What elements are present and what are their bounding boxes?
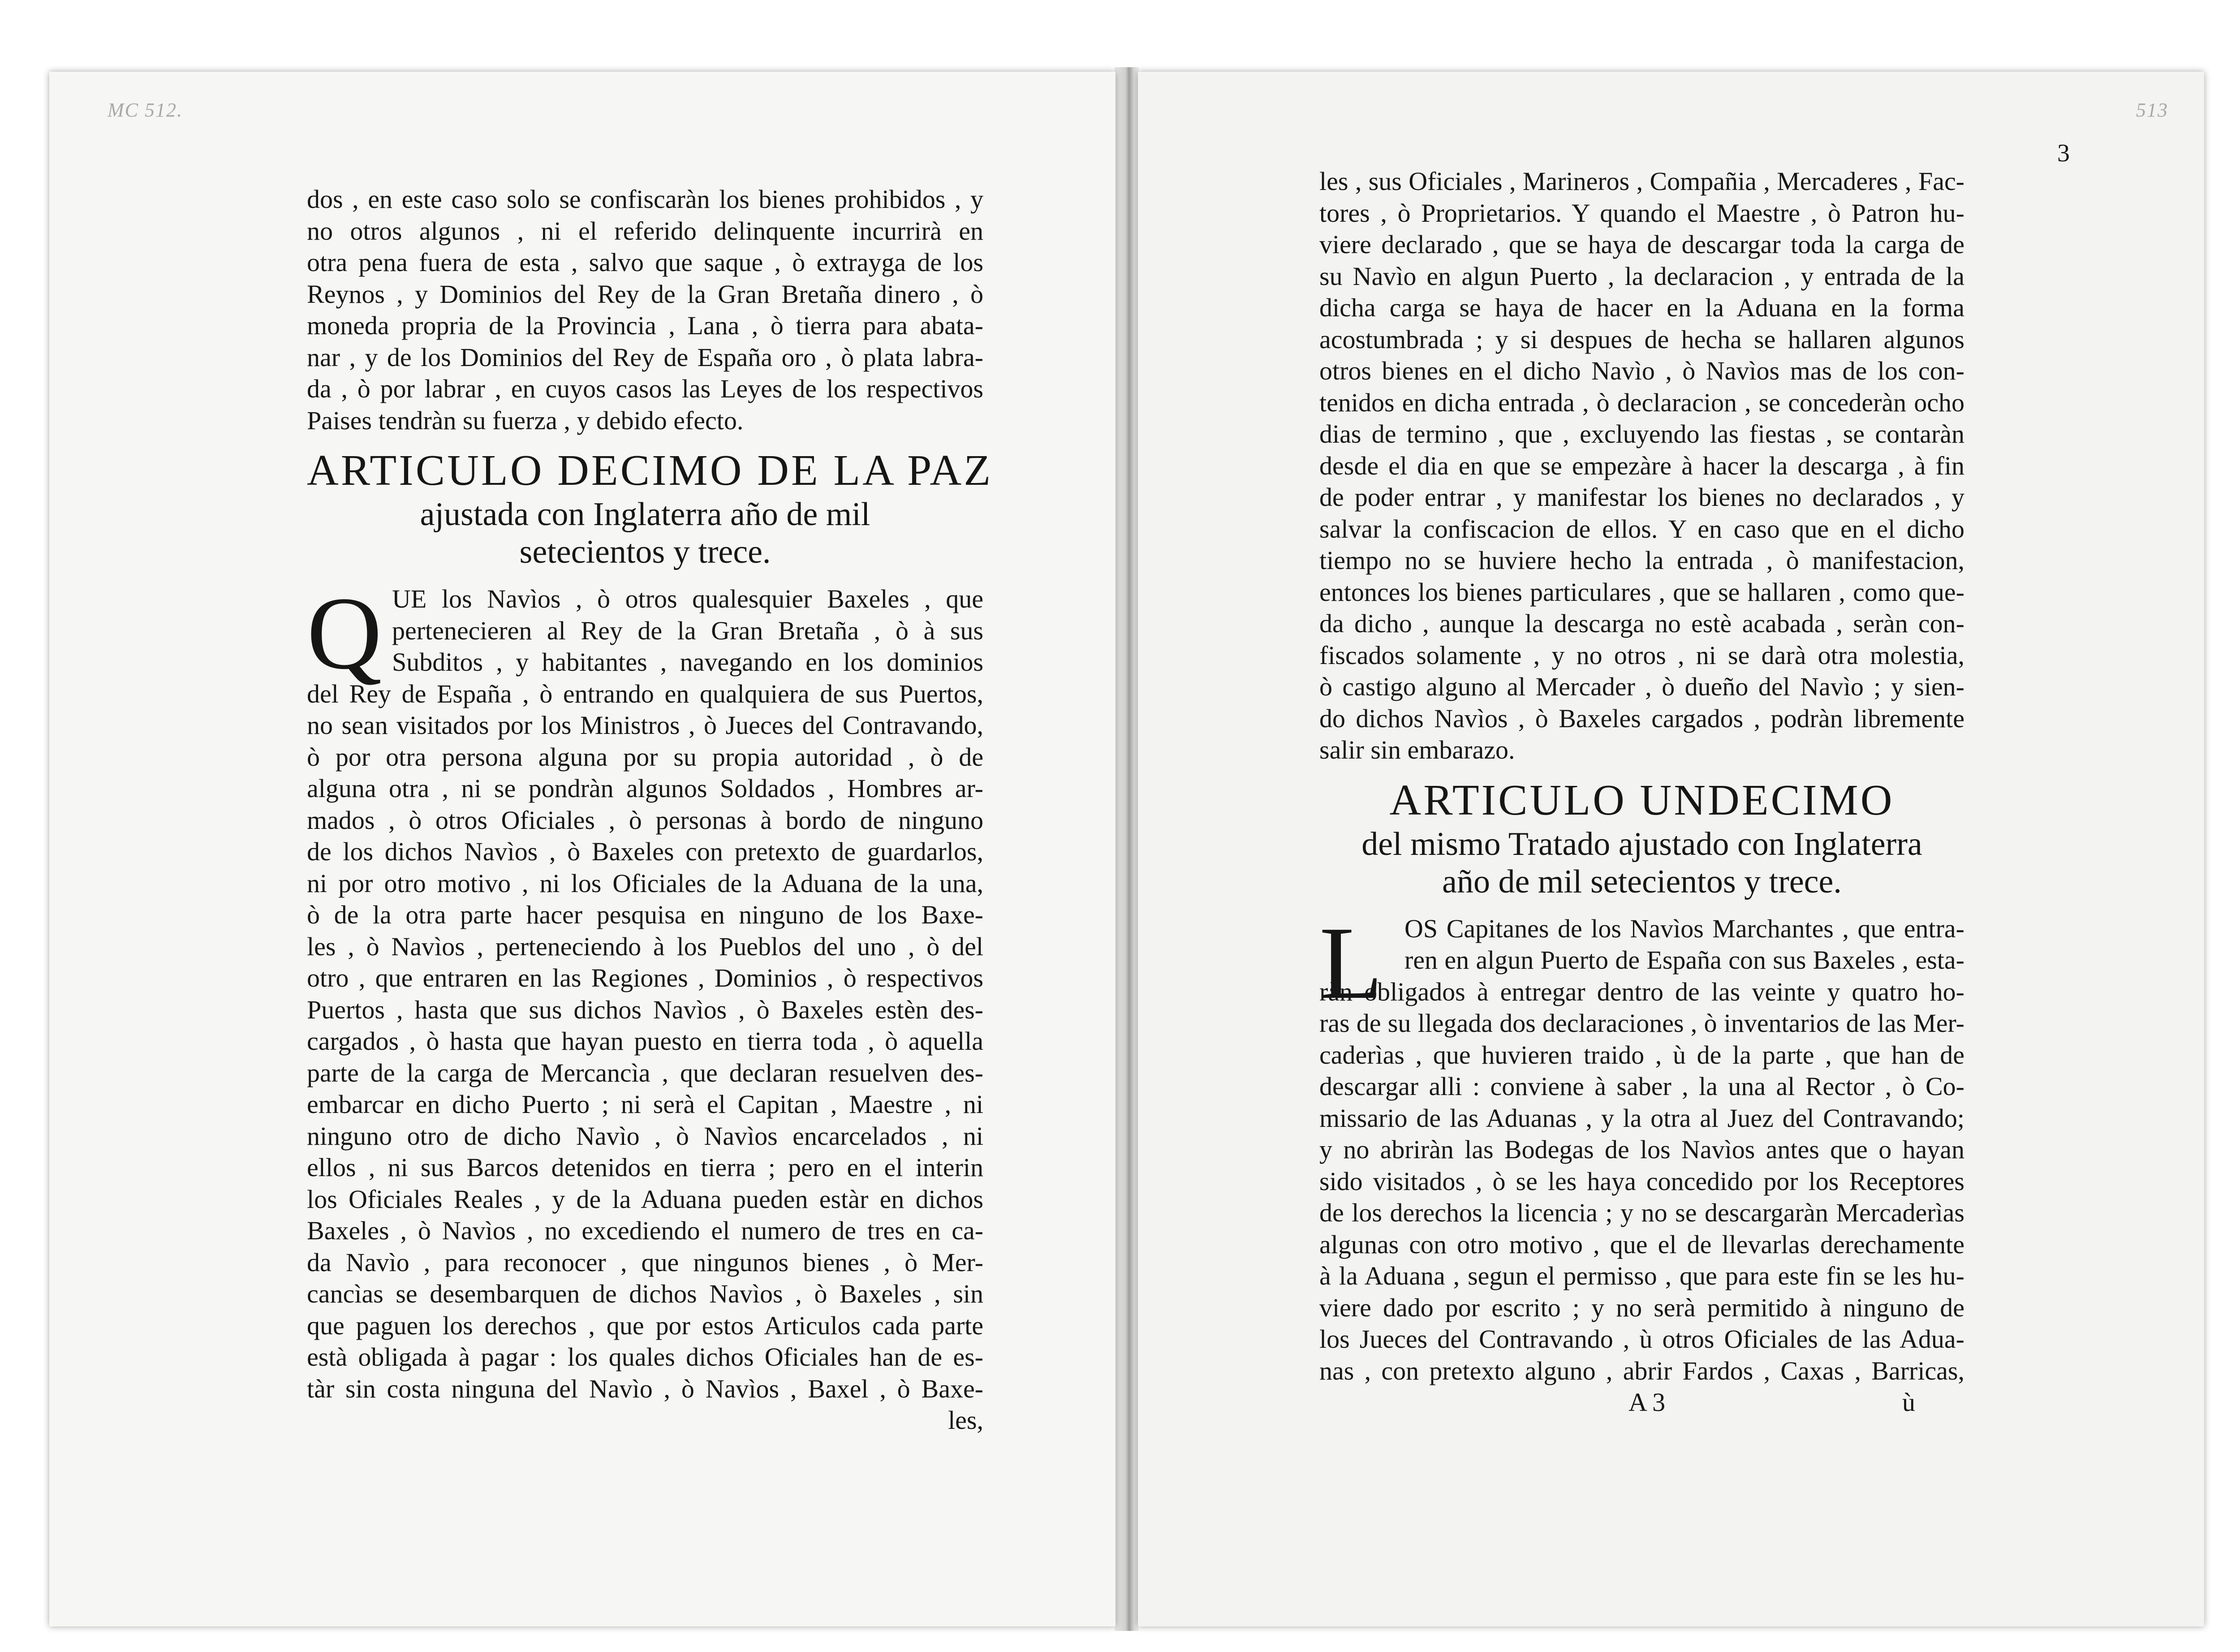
text-line: fiscados solamente , y no otros , ni se darà otra molestia,: [1319, 640, 1964, 670]
article-subtitle-line: año de mil setecientos y trece.: [1442, 863, 1842, 900]
text-line: tores , ò Proprietarios. Y quando el Maestre , ò Patron hu-: [1319, 198, 1964, 228]
text-line: ren en algun Puerto de España con sus Baxeles , esta-: [1404, 945, 1964, 975]
folio-number: MC 512.: [108, 99, 183, 121]
text-line: ras de su llegada dos declaraciones , ò inventarios de las Mer-: [1319, 1009, 1964, 1038]
text-line: Paises tendràn su fuerza , y debido efecto.: [307, 405, 744, 435]
paragraph-continued: [307, 184, 983, 436]
text-line: pertenecieren al Rey de la Gran Bretaña , ò à sus: [392, 616, 983, 645]
text-line: viere dado por escrito ; y no serà permitido à ninguno de: [1319, 1293, 1964, 1322]
page-footer: [1319, 1387, 1964, 1419]
text-line: à la Aduana , segun el permisso , que para este fin se les hu-: [1319, 1261, 1964, 1290]
text-line: los Oficiales Reales , y de la Aduana pueden estàr en dichos: [307, 1184, 983, 1214]
catchword: ù: [1902, 1388, 1915, 1417]
text-line: ò castigo alguno al Mercader , ò dueño del Navìo ; y sien-: [1319, 672, 1964, 701]
text-line: ellos , ni sus Barcos detenidos en tierra ; pero en el interin: [307, 1153, 983, 1182]
text-line: acostumbrada ; y si despues de hecha se hallaren algunos: [1319, 324, 1964, 354]
text-line: mados , ò otros Oficiales , ò personas à bordo de ninguno: [307, 805, 983, 835]
text-line: OS Capitanes de los Navìos Marchantes , que entra-: [1404, 914, 1964, 943]
text-line: salir sin embarazo.: [1319, 735, 1515, 764]
folio-number: 513: [2136, 99, 2168, 121]
text-line: tàr sin costa ninguna del Navìo , ò Navìos , Baxel , ò Baxe-: [307, 1374, 983, 1403]
text-line: da dicho , aunque la descarga no estè acabada , seràn con-: [1319, 609, 1964, 638]
text-line: les , ò Navìos , perteneciendo à los Pueblos del uno , ò del: [307, 932, 983, 961]
paragraph-continued: [1319, 166, 1964, 766]
signature-mark: A 3: [1628, 1388, 1666, 1417]
article-subtitle-line: ajustada con Inglaterra año de mil: [420, 496, 870, 533]
text-line: entonces los bienes particulares , que se hallaren , como que-: [1319, 577, 1964, 607]
article-subtitle-line: del mismo Tratado ajustado con Inglaterra: [1361, 825, 1922, 863]
text-line: embarcar en dicho Puerto ; ni serà el Capitan , Maestre , ni: [307, 1090, 983, 1119]
text-line: nar , y de los Dominios del Rey de España oro , ò plata labra-: [307, 342, 983, 372]
article-title: ARTICULO UNDECIMO: [1389, 776, 1895, 824]
right-text-column: [1319, 166, 1964, 1419]
text-line: cancìas se desembarquen de dichos Navìos , ò Baxeles , sin: [307, 1279, 983, 1308]
text-line: los Jueces del Contravando , ù otros Oficiales de las Adua-: [1319, 1324, 1964, 1354]
text-line: ràn obligados à entregar dentro de las veinte y quatro ho-: [1319, 977, 1964, 1006]
text-line: desde el dia en que se empezàre à hacer la descarga , à fin: [1319, 451, 1964, 480]
text-line: UE los Navìos , ò otros qualesquier Baxeles , que: [392, 584, 983, 613]
text-line: ni por otro motivo , ni los Oficiales de la Aduana de la una,: [307, 868, 983, 898]
text-line: Reynos , y Dominios del Rey de la Gran Bretaña dinero , ò: [307, 279, 983, 309]
page-number: 3: [2057, 139, 2070, 167]
text-line: otra pena fuera de esta , salvo que saque , ò extrayga de los: [307, 248, 983, 277]
text-line: de los dichos Navìos , ò Baxeles con pretexto de guardarlos,: [307, 837, 983, 866]
article-title: ARTICULO DECIMO DE LA PAZ: [307, 446, 993, 495]
drop-cap: Q: [307, 576, 382, 691]
article-paragraph: [1319, 905, 1964, 1419]
text-line: y no abriràn las Bodegas de los Navìos antes que o hayan: [1319, 1135, 1964, 1164]
left-page: [49, 72, 1116, 1626]
text-line: tiempo no se huviere hecho la entrada , ò manifestacion,: [1319, 546, 1964, 575]
text-line: moneda propria de la Provincia , Lana , ò tierra para abata-: [307, 311, 983, 340]
text-line: sido visitados , ò se les haya concedido por los Receptores: [1319, 1166, 1964, 1196]
text-line: descargar alli : conviene à saber , la una al Rector , ò Co-: [1319, 1072, 1964, 1101]
text-line: està obligada à pagar : los quales dichos Oficiales han de es-: [307, 1342, 983, 1372]
text-line: missario de las Aduanas , y la otra al Juez del Contravando;: [1319, 1103, 1964, 1133]
text-line: de los derechos la licencia ; y no se descargaràn Mercaderìas: [1319, 1198, 1964, 1227]
text-line: salvar la confiscacion de ellos. Y en caso que en el dicho: [1319, 514, 1964, 543]
text-line: viere declarado , que se haya de descargar toda la carga de: [1319, 230, 1964, 259]
article-subtitle-line: setecientos y trece.: [519, 534, 771, 570]
text-line: cargados , ò hasta que hayan puesto en tierra toda , ò aquella: [307, 1027, 983, 1056]
drop-cap: L: [1319, 905, 1383, 1021]
text-line: ò por otra persona alguna por su propia autoridad , ò de: [307, 742, 983, 772]
text-line: Puertos , hasta que sus dichos Navìos , ò Baxeles estèn des-: [307, 995, 983, 1024]
text-line: otro , que entraren en las Regiones , Dominios , ò respectivos: [307, 963, 983, 992]
article-paragraph: [307, 576, 983, 1436]
text-line: Subditos , y habitantes , navegando en los dominios: [392, 647, 983, 677]
text-line: da , ò por labrar , en cuyos casos las Leyes de los respectivos: [307, 374, 983, 403]
text-line: de poder entrar , y manifestar los bienes no declarados , y: [1319, 483, 1964, 512]
text-line: parte de la carga de Mercancìa , que declaran resuelven des-: [307, 1058, 983, 1087]
text-line: del Rey de España , ò entrando en qualquiera de sus Puertos,: [307, 679, 983, 708]
text-line: les , sus Oficiales , Marineros , Compañia , Mercaderes , Fac-: [1319, 167, 1964, 196]
text-line: Baxeles , ò Navìos , no excediendo el numero de tres en ca-: [307, 1216, 983, 1245]
text-line: da Navìo , para reconocer , que ningunos bienes , ò Mer-: [307, 1247, 983, 1277]
text-line: dias de termino , que , excluyendo las fiestas , se contaràn: [1319, 419, 1964, 449]
article-heading: [307, 445, 993, 571]
text-line: que paguen los derechos , que por estos Articulos cada parte: [307, 1311, 983, 1340]
left-text-column: [307, 184, 993, 1436]
catchword: les,: [948, 1406, 983, 1435]
text-line: su Navìo en algun Puerto , la declaracion , y entrada de la: [1319, 261, 1964, 291]
text-line: dicha carga se haya de hacer en la Aduana en la forma: [1319, 293, 1964, 322]
text-line: do dichos Navìos , ò Baxeles cargados , podràn libremente: [1319, 703, 1964, 733]
text-line: dos , en este caso solo se confiscaràn los bienes prohibidos , y: [307, 185, 983, 214]
text-line: no sean visitados por los Ministros , ò Jueces del Contravando,: [307, 711, 983, 740]
text-line: caderìas , que huvieren traido , ù de la parte , que han de: [1319, 1040, 1964, 1070]
text-line: nas , con pretexto alguno , abrir Fardos , Caxas , Barricas,: [1319, 1356, 1964, 1385]
text-line: ò de la otra parte hacer pesquisa en ninguno de los Baxe-: [307, 900, 983, 929]
article-heading: [1319, 775, 1964, 901]
book-gutter: [1115, 67, 1139, 1631]
text-line: tenidos en dicha entrada , ò declaracion , se concederàn ocho: [1319, 388, 1964, 417]
text-line: ninguno otro de dicho Navìo , ò Navìos encarcelados , ni: [307, 1121, 983, 1151]
text-line: alguna otra , ni se pondràn algunos Soldados , Hombres ar-: [307, 774, 983, 803]
text-line: otros bienes en el dicho Navìo , ò Navìos mas de los con-: [1319, 356, 1964, 385]
text-line: algunas con otro motivo , que el de llevarlas derechamente: [1319, 1229, 1964, 1259]
right-page: [1138, 72, 2204, 1626]
text-line: no otros algunos , ni el referido delinquente incurrirà en: [307, 216, 983, 246]
